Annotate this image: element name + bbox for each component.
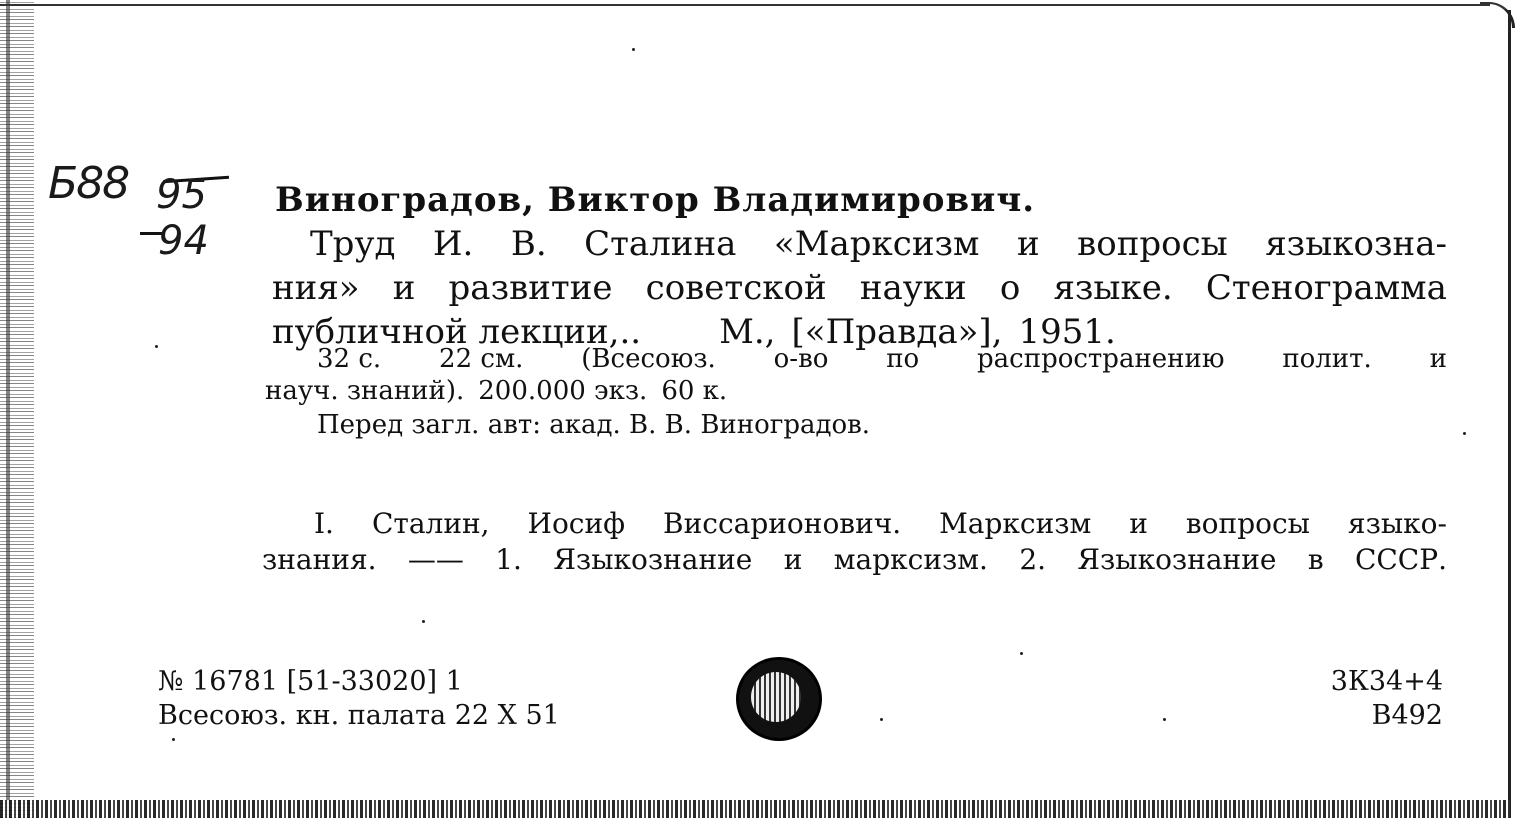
title-line-1-word: И. [432,224,474,264]
collation-line-1-word: 32 с. [317,344,382,374]
title-line-1-word: языкозна- [1265,224,1447,264]
title-line-1-word: Сталина [584,224,737,264]
card-scan-edge-bottom [0,800,1510,818]
collation-line-2-part-3: 60 к. [661,376,728,406]
registration-chamber: Всесоюз. кн. палата 22 X 51 [158,700,560,731]
tracings-line-2 [262,542,1447,578]
title-line-1-word: вопросы [1077,224,1228,264]
tracings-line-2-word: в [1307,543,1324,576]
scan-speck [155,345,158,348]
shelfmark-prefix: Б88 [48,158,129,209]
classification-index: 3К34+4 [1330,666,1443,697]
title-line-1-word: и [1016,224,1040,264]
scan-speck [632,48,635,51]
title-line-2-word: Стенограмма [1205,268,1447,308]
collation-line-1-word: по [886,344,920,374]
title-line-3-part-2: М., [719,312,776,352]
title-line-2-word: и [392,268,416,308]
title-line-2-word: развитие [448,268,613,308]
title-line-2-word: о [999,268,1021,308]
card-edge-right [1508,10,1511,825]
scan-speck [172,738,175,741]
scan-speck [422,620,425,623]
tracings-line-2-word: и [783,543,803,576]
collation-line-1-word: о-во [773,344,829,374]
registration-info [158,665,560,733]
tracings-line-1-word: Виссарионович. [663,507,902,540]
title-line-2-word: языке. [1053,268,1173,308]
tracings-line-2-word: Языкознание [1077,543,1277,576]
author-note: Перед загл. авт: акад. В. В. Виноградов. [317,410,871,440]
classification-codes [1331,665,1443,733]
tracings-line-2-word: 2. [1019,543,1047,576]
registration-number: № 16781 [51-33020] 1 [158,666,463,697]
scan-speck [880,718,883,721]
collation-line-1 [265,343,1447,375]
tracings [262,506,1447,578]
title-line-3-part-1: публичной лекции,.. [272,312,642,352]
tracings-line-1 [262,506,1447,542]
shelfmark [48,158,238,308]
collation-line-2-part-2: 200.000 экз. [478,376,648,406]
title-line-3-part-4: 1951. [1018,312,1116,352]
scan-speck [1020,652,1023,655]
title-line-1-word: В. [510,224,547,264]
tracings-line-2-word: —— [407,543,464,576]
tracings-line-2-word: 1. [495,543,522,576]
shelfmark-top: 95 [156,172,207,218]
tracings-line-2-word: СССР. [1354,543,1447,576]
collation-line-1-word: (Всесоюз. [581,344,716,374]
card-edge-top [0,4,1490,6]
scan-speck [1163,718,1166,721]
tracings-line-1-word: вопросы [1185,507,1310,540]
collation-line-1-word: и [1429,344,1447,374]
title-line-1 [272,222,1447,266]
title-statement [272,222,1447,354]
card-bottom-margin [0,818,1517,835]
tracings-line-2-word: Языкознание [553,543,753,576]
shelfmark-bottom: 94 [158,218,209,264]
tracings-line-1-word: Иосиф [527,507,626,540]
author-mark: В492 [1371,700,1443,731]
collation-line-1-word: полит. [1282,344,1372,374]
tracings-line-1-word: языко- [1347,507,1447,540]
title-line-3-part-3: [«Правда»], [791,312,1003,352]
collation-line-1-word: 22 см. [439,344,524,374]
title-line-2-word: науки [859,268,967,308]
title-line-2-word: ния» [272,268,360,308]
collation-line-1-word: распространению [977,344,1225,374]
scan-speck [1463,432,1466,435]
collation-line-2 [265,375,1447,407]
tracings-line-1-word: и [1129,507,1148,540]
collation-line-2-part-1: науч. знаний). [265,376,465,406]
author-heading: Виноградов, Виктор Владимирович. [275,180,1036,220]
title-line-1-word: Труд [310,224,396,264]
title-line-2 [272,266,1447,310]
tracings-line-1-word: I. [314,507,334,540]
title-line-2-word: советской [645,268,827,308]
title-line-1-word: «Марксизм [773,224,980,264]
tracings-line-2-word: марксизм. [833,543,988,576]
collation [265,343,1447,407]
card-scan-bar-left [6,0,10,835]
tracings-line-2-word: знания. [262,543,377,576]
card-punch-hole [736,657,822,741]
tracings-line-1-word: Марксизм [939,507,1092,540]
tracings-line-1-word: Сталин, [371,507,490,540]
